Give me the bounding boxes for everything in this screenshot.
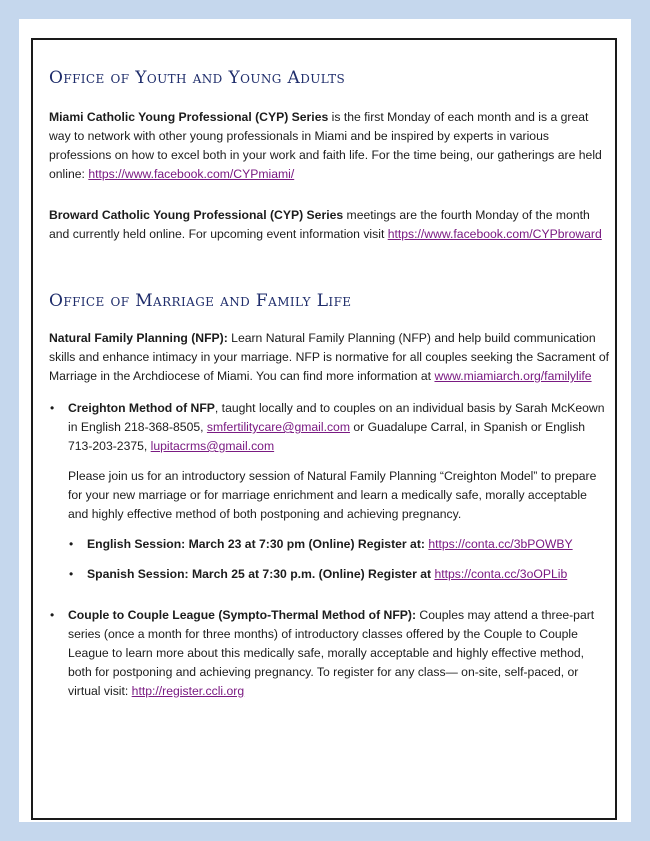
spanish-session-register-link[interactable]: https://conta.cc/3oOPLib bbox=[434, 567, 568, 581]
page bbox=[19, 19, 631, 822]
spanish-session-item bbox=[68, 565, 609, 584]
miami-cyp-paragraph bbox=[49, 108, 609, 184]
document-content bbox=[49, 69, 609, 701]
miami-facebook-link[interactable]: https://www.facebook.com/CYPmiami/ bbox=[88, 167, 295, 181]
ccl-title: Couple to Couple League (Sympto-Thermal Method of NFP): bbox=[68, 608, 417, 622]
section-heading-marriage: Office of Marriage and Family Life bbox=[49, 291, 352, 311]
ccl-text: Couples may attend a three-part series (once a month for three months) of introductory classes offered by the Couple to Couple League to learn more about this medically safe, morally acceptable and highly effective method, both for postponing and achieving pregnancy. To register for any class— on-site, self-paced, or virtual visit: bbox=[68, 608, 595, 698]
miami-cyp-text: is the first Monday of each month and is a great way to network with other young professionals in Miami and be inspired by experts in various professions on how to excel both in your work and faith life. For the time being, our gatherings are held online: bbox=[49, 110, 602, 181]
section-heading-youth: Office of Youth and Young Adults bbox=[49, 68, 346, 88]
creighton-text-2: or Guadalupe Carral, in Spanish or English 713-203-2375, bbox=[68, 420, 586, 453]
bullet-point: • bbox=[50, 608, 55, 622]
creighton-list-item bbox=[49, 399, 609, 584]
nfp-paragraph bbox=[49, 329, 609, 386]
bullet-point: • bbox=[69, 537, 74, 551]
creighton-intro-paragraph: Please join us for an introductory session of Natural Family Planning “Creighton Model” to prepare for your new marriage or for marriage enrichment and learn a medically safe, morally acceptable and highly effective method of both postponing and achieving pregnancy. bbox=[68, 469, 597, 521]
broward-cyp-paragraph bbox=[49, 206, 609, 244]
spanish-session-label: Spanish Session: March 25 at 7:30 p.m. (Online) Register at bbox=[87, 567, 435, 581]
broward-cyp-text: meetings are the fourth Monday of the month and currently held online. For upcoming event information visit bbox=[49, 208, 590, 241]
ccli-register-link[interactable]: http://register.ccli.org bbox=[131, 684, 245, 698]
bullet-point: • bbox=[50, 401, 55, 415]
ccl-list-item bbox=[49, 606, 609, 701]
smfertilitycare-email-link[interactable]: smfertilitycare@gmail.com bbox=[206, 420, 350, 434]
familylife-link[interactable]: www.miamiarch.org/familylife bbox=[434, 369, 592, 383]
english-session-register-link[interactable]: https://conta.cc/3bPOWBY bbox=[428, 537, 573, 551]
nfp-text: Learn Natural Family Planning (NFP) and help build communication skills and enhance intimacy in your marriage. NFP is normative for all couples seeking the Sacrament of Marriage in the Archdiocese of Miami. You can find more information at bbox=[49, 331, 609, 383]
english-session-label: English Session: March 23 at 7:30 pm (Online) Register at: bbox=[87, 537, 429, 551]
broward-facebook-link[interactable]: https://www.facebook.com/CYPbroward bbox=[387, 227, 602, 241]
broward-cyp-title: Broward Catholic Young Professional (CYP) Series bbox=[49, 208, 344, 222]
lupitacrms-email-link[interactable]: lupitacrms@gmail.com bbox=[150, 439, 275, 453]
nfp-title: Natural Family Planning (NFP): bbox=[49, 331, 228, 345]
creighton-text-1: , taught locally and to couples on an individual basis by Sarah McKeown in English 218-368-8505, bbox=[68, 401, 605, 434]
bullet-point: • bbox=[69, 567, 74, 581]
miami-cyp-title: Miami Catholic Young Professional (CYP) Series bbox=[49, 110, 329, 124]
creighton-title: Creighton Method of NFP bbox=[68, 401, 215, 415]
english-session-item bbox=[68, 535, 609, 554]
